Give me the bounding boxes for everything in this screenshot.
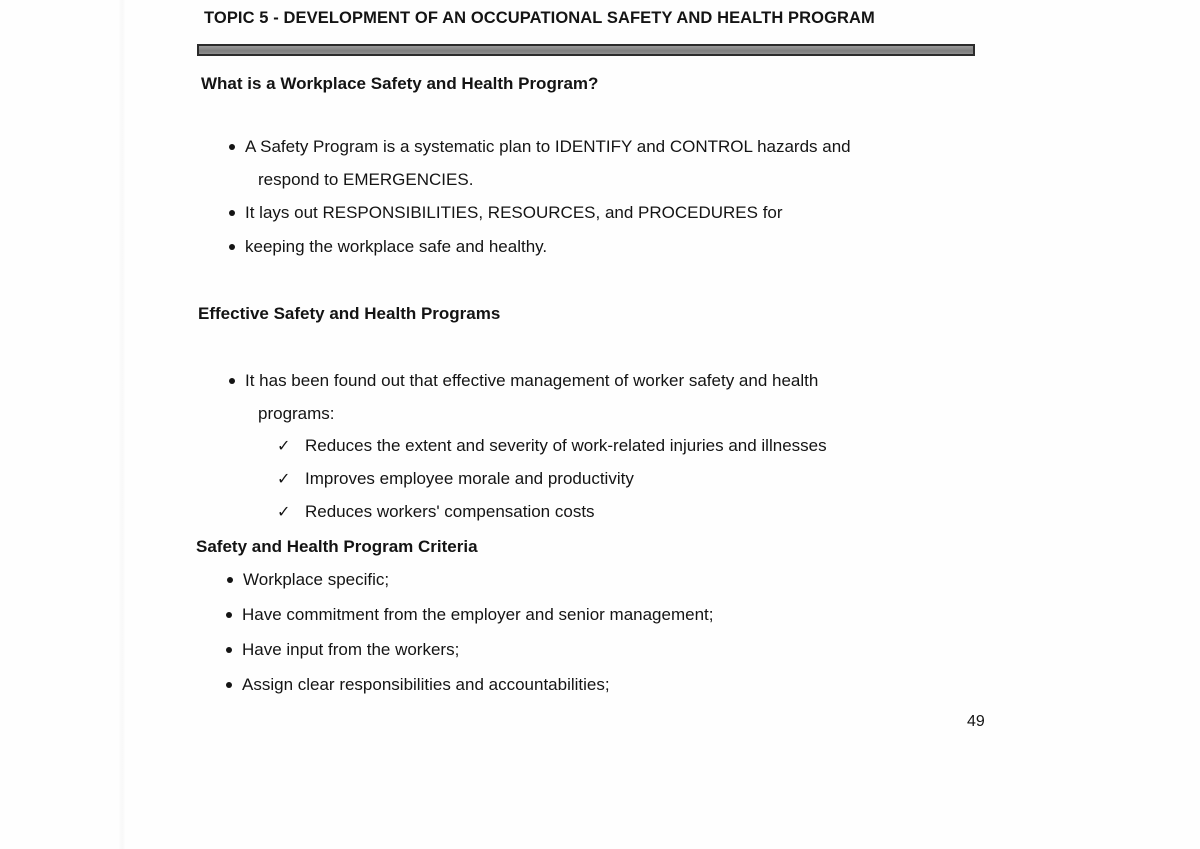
bullet-icon [229, 378, 235, 384]
list-item-text: Have commitment from the employer and senior management; [242, 605, 714, 624]
section-heading-program-criteria: Safety and Health Program Criteria [196, 537, 478, 556]
bullet-icon [229, 210, 235, 216]
checkmark-icon: ✓ [277, 471, 291, 488]
list-item-text: keeping the workplace safe and healthy. [245, 237, 548, 256]
bullet-icon [226, 647, 232, 653]
topic-title: TOPIC 5 - DEVELOPMENT OF AN OCCUPATIONAL SAFETY AND HEALTH PROGRAM [204, 9, 875, 27]
bullet-icon [226, 682, 232, 688]
section-heading-effective-programs: Effective Safety and Health Programs [198, 304, 501, 323]
list-item-continuation: programs: [258, 404, 335, 423]
list-item [229, 371, 818, 391]
page-number: 49 [967, 713, 985, 730]
bullet-icon [229, 144, 235, 150]
section-heading-what-is: What is a Workplace Safety and Health Program? [201, 74, 599, 93]
bullet-icon [227, 577, 233, 583]
list-item [227, 570, 389, 590]
check-item [277, 502, 595, 523]
list-item-text: Assign clear responsibilities and accountabilities; [242, 675, 610, 694]
check-item [277, 436, 827, 457]
scan-edge-shading [118, 0, 126, 849]
bullet-icon [226, 612, 232, 618]
list-item-text: A Safety Program is a systematic plan to IDENTIFY and CONTROL hazards and [245, 137, 851, 156]
check-item [277, 469, 634, 490]
list-item-text: It has been found out that effective management of worker safety and health [245, 371, 819, 390]
bullet-icon [229, 244, 235, 250]
list-item [226, 640, 459, 660]
list-item-text: It lays out RESPONSIBILITIES, RESOURCES, and PROCEDURES for [245, 203, 783, 222]
list-item [229, 137, 851, 157]
list-item [229, 203, 783, 223]
checkmark-icon: ✓ [277, 504, 291, 521]
list-item [226, 675, 610, 695]
check-item-text: Reduces workers' compensation costs [305, 502, 595, 521]
check-item-text: Improves employee morale and productivity [305, 469, 634, 488]
list-item [226, 605, 713, 625]
checkmark-icon: ✓ [277, 438, 291, 455]
list-item-text: Workplace specific; [243, 570, 390, 589]
list-item-continuation: respond to EMERGENCIES. [258, 170, 474, 189]
check-item-text: Reduces the extent and severity of work-related injuries and illnesses [305, 436, 827, 455]
title-divider-bar [197, 44, 975, 56]
list-item [229, 237, 547, 257]
list-item-text: Have input from the workers; [242, 640, 460, 659]
